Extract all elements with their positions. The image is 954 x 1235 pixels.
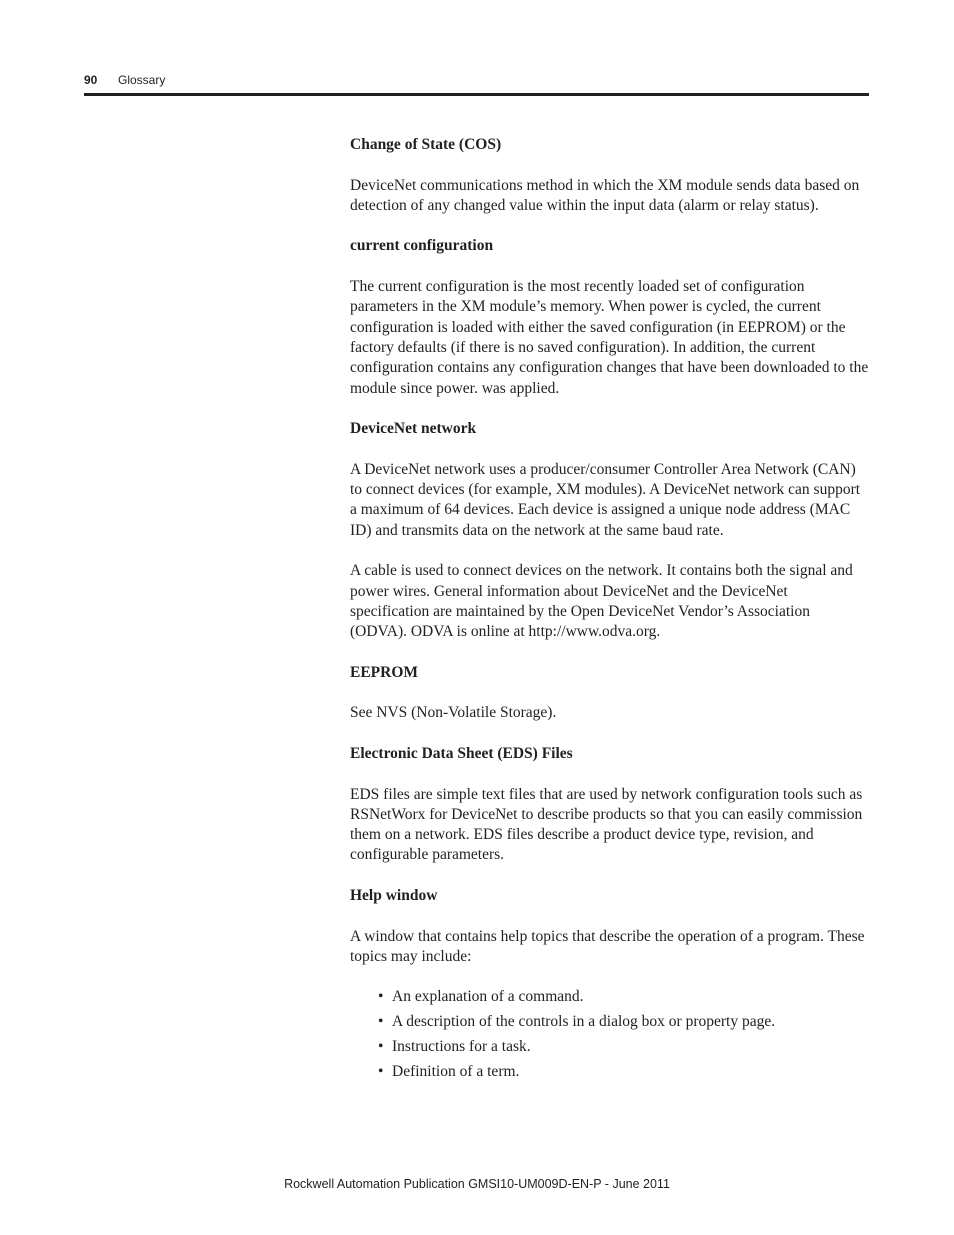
bullet-icon: • — [378, 988, 384, 1006]
bullet-icon: • — [378, 1038, 384, 1056]
glossary-term: Help window — [350, 886, 438, 904]
glossary-entry-eds-files — [350, 744, 870, 886]
bullet-icon: • — [378, 1063, 384, 1081]
glossary-entry-change-of-state — [350, 135, 870, 236]
glossary-content — [350, 135, 870, 1084]
help-topics-list — [350, 984, 870, 1084]
glossary-definition: The current configuration is the most recently loaded set of configuration parameters in the XM module’s memory. When power is cycled, the current configuration is loaded with either the saved configuration (in EEPROM) or the factory defaults (if there is no saved configuration). In addition, the current configuration contains any configuration changes that have been downloaded to the module since power. was applied. — [350, 278, 869, 397]
glossary-term: Electronic Data Sheet (EDS) Files — [350, 744, 573, 762]
list-item-text: An explanation of a command. — [392, 988, 584, 1006]
list-item-text: A description of the controls in a dialog box or property page. — [392, 1013, 776, 1031]
glossary-definition: A DeviceNet network uses a producer/consumer Controller Area Network (CAN) to connect devices (for example, XM modules). A DeviceNet network can support a maximum of 64 devices. Each device is assigned a unique node address (MAC ID) and transmits data on the network at the same baud rate. — [350, 460, 861, 539]
page-number: 90 — [84, 73, 98, 87]
glossary-entry-devicenet-network — [350, 419, 870, 663]
list-item — [350, 1009, 870, 1034]
glossary-definition: See NVS (Non-Volatile Storage). — [350, 704, 557, 722]
glossary-definition: A window that contains help topics that describe the operation of a program. These topics may include: — [350, 927, 865, 965]
glossary-term: Change of State (COS) — [350, 136, 502, 153]
list-item — [350, 1034, 870, 1059]
page-footer: Rockwell Automation Publication GMSI10-UM009D-EN-P - June 2011 — [284, 1177, 670, 1191]
glossary-term: DeviceNet network — [350, 420, 477, 438]
list-item — [350, 1059, 870, 1084]
glossary-entry-current-configuration — [350, 236, 870, 419]
glossary-entry-eeprom — [350, 663, 870, 744]
list-item — [350, 984, 870, 1009]
page-header — [84, 72, 869, 96]
glossary-entry-help-window — [350, 886, 870, 1084]
section-name: Glossary — [118, 73, 166, 87]
list-item-text: Definition of a term. — [392, 1063, 520, 1081]
bullet-icon: • — [378, 1013, 384, 1031]
glossary-term: EEPROM — [350, 663, 419, 681]
glossary-definition: DeviceNet communications method in which the XM module sends data based on detection of any changed value within the input data (alarm or relay status). — [350, 176, 860, 214]
glossary-definition: A cable is used to connect devices on the network. It contains both the signal and power wires. General information about DeviceNet and the DeviceNet specification are maintained by the Open DeviceNet Vendor’s Association (ODVA). ODVA is online at http://www.odva.org. — [350, 562, 853, 641]
glossary-definition: EDS files are simple text files that are used by network configuration tools such as RSNetWorx for DeviceNet to describe products so that you can easily commission them on a network. EDS files describe a product device type, revision, and configurable parameters. — [350, 785, 863, 864]
list-item-text: Instructions for a task. — [392, 1038, 531, 1056]
glossary-term: current configuration — [350, 237, 494, 255]
